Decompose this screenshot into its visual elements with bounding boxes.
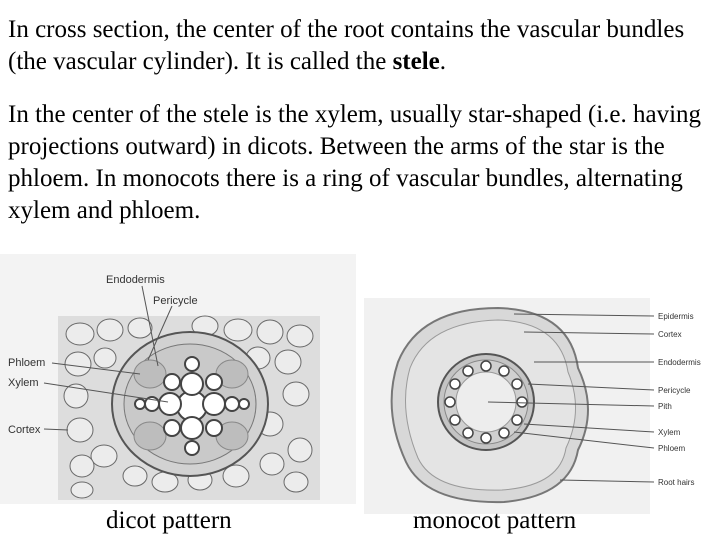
xylem-phloem-paragraph: In the center of the stele is the xylem, usually star-shaped (i.e. having projections outward) in dicots. Between the arms of the star is the phloem. In monocots there is a ring of vascular bundles, alternating xylem and phloem. [8,101,702,224]
dicot-label-cortex: Cortex [8,424,41,436]
stele-term: stele [392,48,440,75]
dicot-label-endodermis: Endodermis [106,274,165,286]
monocot-label-phloem: Phloem [658,444,686,453]
monocot-label-root-hairs: Root hairs [658,478,695,487]
dicot-label-phloem: Phloem [8,357,46,369]
monocot-label-endodermis: Endodermis [658,358,701,367]
monocot-label-pericycle: Pericycle [658,386,691,395]
intro-text: In cross section, the center of the root contains the vascular bundles (the vascular cylinder). It is called the [8,16,685,75]
monocot-label-epidermis: Epidermis [658,312,694,321]
dicot-caption: dicot pattern [106,507,232,534]
dicot-label-pericycle: Pericycle [153,295,198,307]
monocot-root-diagram [364,298,720,514]
intro-paragraph [8,14,716,78]
intro-period: . [439,48,447,75]
dicot-root-diagram [0,254,356,504]
monocot-caption: monocot pattern [413,507,577,534]
monocot-label-xylem: Xylem [658,428,681,437]
dicot-label-xylem: Xylem [8,377,39,389]
monocot-label-pith: Pith [658,402,672,411]
monocot-label-cortex: Cortex [658,330,682,339]
